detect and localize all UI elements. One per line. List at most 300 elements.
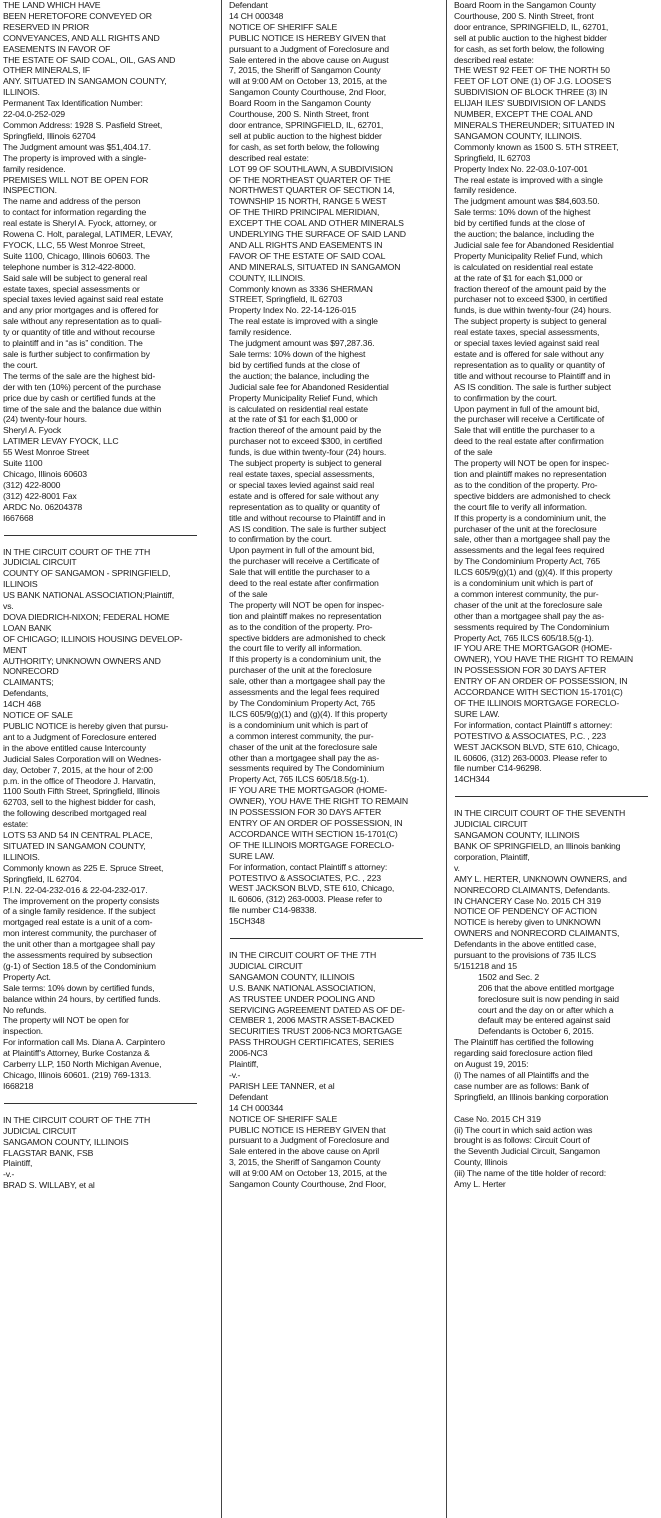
- text-line: PASS THROUGH CERTIFICATES, SERIES: [229, 1037, 394, 1048]
- text-line: EASEMENTS IN FAVOR OF: [3, 43, 111, 54]
- text-line: Sale entered in the above cause on April: [229, 1146, 380, 1157]
- text-line: price due by cash or certified funds at the: [3, 392, 156, 403]
- text-line: If this property is a condominium unit, the: [454, 512, 606, 523]
- text-line: For information call Ms. Diana A. Carpintero: [3, 1037, 165, 1048]
- text-line: 15CH348: [229, 916, 265, 927]
- text-line: -v.-: [3, 1169, 15, 1180]
- blank-line: [454, 1103, 661, 1114]
- text-line: regarding said foreclosure action filed: [454, 1048, 593, 1059]
- text-line: TOWNSHIP 15 NORTH, RANGE 5 WEST: [229, 196, 387, 207]
- text-line: IF YOU ARE THE MORTGAGOR (HOME-: [454, 643, 613, 654]
- text-line: to confirmation by the court.: [229, 534, 332, 545]
- text-line: deed to the real estate after confirmation: [454, 436, 604, 447]
- text-line: ARDC No. 06204378: [3, 501, 83, 512]
- text-line: Springfield, Illinois 62704: [3, 130, 96, 141]
- text-line: IN POSSESSION FOR 30 DAYS AFTER: [454, 665, 607, 676]
- text-line: 1100 South Fifth Street, Springfield, Illinois: [3, 786, 160, 797]
- text-line: a common interest community, the pur-: [454, 588, 599, 599]
- text-line: to contact for information regarding the: [3, 207, 147, 218]
- text-line: AMY L. HERTER, UNKNOWN OWNERS, and: [454, 873, 627, 884]
- text-line: pursuant to a Judgment of Foreclosure and: [229, 43, 389, 54]
- text-line: The Plaintiff has certified the following: [454, 1037, 594, 1048]
- text-line: Defendant: [229, 1091, 268, 1102]
- text-line: sell at public auction to the highest bidder: [454, 32, 607, 43]
- column-1: [3, 0, 210, 1518]
- text-line: or special taxes levied against said real: [454, 338, 599, 349]
- text-line: NORTHWEST QUARTER OF SECTION 14,: [229, 185, 395, 196]
- text-line: If this property is a condominium unit, the: [229, 654, 381, 665]
- text-line: the auction; the balance, including the: [454, 229, 595, 240]
- text-line: Chicago, Illinois 60601. (219) 769-1313.: [3, 1070, 152, 1080]
- text-line: POTESTIVO & ASSOCIATES, P.C. , 223: [229, 872, 381, 883]
- text-line: Sale terms: 10% down of the highest: [229, 349, 366, 359]
- text-line: the court file to verify all information.: [454, 501, 587, 512]
- text-line: tion and plaintiff makes no representation: [229, 610, 382, 621]
- text-line: Judicial Sales Corporation will on Wednes-: [3, 753, 162, 764]
- text-line: purchaser of the unit at the foreclosure: [229, 665, 372, 676]
- text-line: SECURITIES TRUST 2006-NC3 MORTGAGE: [229, 1026, 403, 1037]
- text-line: the court file to verify all information.: [229, 643, 362, 654]
- text-line: chaser of the unit at the foreclosure sale: [454, 599, 603, 610]
- text-line: at the rate of $1 for each $1,000 or: [229, 414, 358, 425]
- text-line: door entrance, SPRINGFIELD, IL, 62701,: [454, 21, 609, 32]
- text-line: corporation, Plaintiff,: [454, 851, 530, 862]
- text-line: Board Room in the Sangamon County: [454, 0, 596, 10]
- text-line: Plaintiff,: [229, 1059, 259, 1070]
- text-line: Defendant: [229, 0, 268, 10]
- text-line: purchaser not to exceed $300, in certified: [229, 436, 383, 447]
- text-line: PARISH LEE TANNER, et al: [229, 1080, 335, 1091]
- text-line: SURE LAW.: [454, 708, 500, 719]
- text-line: OF THE THIRD PRINCIPAL MERIDIAN,: [229, 207, 380, 218]
- text-line: IL 60606, (312) 263-0003. Please refer to: [454, 752, 607, 763]
- text-line: to confirmation by the court.: [454, 392, 557, 403]
- text-line: estate and is offered for sale without any: [229, 490, 379, 501]
- text-line: purchaser not to exceed $300, in certified: [454, 294, 608, 305]
- text-line: Board Room in the Sangamon County: [229, 98, 371, 109]
- text-line: spective bidders are admonished to check: [454, 490, 611, 501]
- text-line: CLAIMANTS;: [3, 677, 54, 688]
- text-line: JUDICIAL CIRCUIT: [3, 557, 77, 568]
- text-line: Property Municipality Relief Fund, which: [229, 392, 378, 403]
- text-line: the following described mortgaged real: [3, 808, 147, 819]
- text-line: as to the condition of the property. Pro-: [229, 621, 373, 632]
- text-line: or special taxes levied against said real: [229, 479, 374, 490]
- text-line: Carberry LLP, 150 North Michigan Avenue,: [3, 1059, 162, 1070]
- text-line: sale, other than a mortgagee shall pay the: [229, 676, 385, 687]
- text-line: SANGAMON COUNTY, ILLINOIS: [454, 830, 580, 841]
- text-line: chaser of the unit at the foreclosure sale: [229, 741, 378, 752]
- text-line: NOTICE OF SHERIFF SALE: [229, 21, 338, 32]
- text-line: The subject property is subject to general: [454, 316, 607, 327]
- text-line: for cash, as set forth below, the following: [454, 43, 605, 54]
- text-line: PUBLIC NOTICE is hereby given that pursu-: [3, 721, 169, 731]
- text-line: Sale entered in the above cause on August: [229, 54, 389, 65]
- text-line: OWNER), YOU HAVE THE RIGHT TO REMAIN: [229, 796, 408, 807]
- text-line: by The Condominium Property Act, 765: [229, 698, 376, 708]
- text-line: a common interest community, the pur-: [229, 730, 374, 741]
- text-line: funds, is due within twenty-four (24) hours.: [454, 305, 612, 316]
- text-line: balance within 24 hours, by certified funds.: [3, 993, 161, 1004]
- text-line: ILLINOIS: [3, 579, 38, 590]
- text-line: family residence.: [229, 327, 292, 338]
- text-line: tion and plaintiff makes no representation: [454, 468, 607, 479]
- text-line: spective bidders are admonished to check: [229, 632, 386, 643]
- text-line: of the sale: [454, 447, 493, 458]
- text-line: mon interest community, the purchaser of: [3, 928, 157, 939]
- text-line: will at 9:00 AM on October 13, 2015, at the: [229, 76, 387, 87]
- text-line: CONVEYANCES, AND ALL RIGHTS AND: [3, 32, 160, 43]
- text-line: (24) twenty-four hours.: [3, 414, 87, 425]
- text-line: estate taxes, special assessments or: [3, 283, 140, 294]
- text-line: BRAD S. WILLABY, et al: [3, 1180, 95, 1191]
- text-line: WEST JACKSON BLVD, STE 610, Chicago,: [229, 883, 395, 894]
- text-line: Judicial sale fee for Abandoned Residential: [229, 381, 389, 392]
- text-line: Said sale will be subject to general real: [3, 272, 148, 283]
- text-line: pursuant to the provisions of 735 ILCS: [454, 950, 597, 961]
- text-line: MENT: [3, 644, 28, 655]
- text-line: (i) The names of all Plaintiffs and the: [454, 1070, 589, 1080]
- text-line: STREET, Springfield, IL 62703: [229, 294, 343, 305]
- text-line: COUNTY, ILLINOIS.: [229, 272, 305, 283]
- text-line: 1502 and Sec. 2: [478, 971, 540, 982]
- text-line: FLAGSTAR BANK, FSB: [3, 1147, 94, 1158]
- text-line: MINERALS THEREUNDER; SITUATED IN: [454, 119, 615, 130]
- text-line: real estate taxes, special assessments,: [454, 327, 600, 338]
- notice-separator: [230, 938, 423, 939]
- text-line: NOTICE is hereby given to UNKNOWN: [454, 917, 601, 928]
- text-line: Property Act.: [3, 971, 51, 982]
- text-line: Defendants,: [3, 688, 49, 699]
- text-line: AS IS condition. The sale is further subject: [229, 523, 386, 534]
- text-line: sessments required by The Condominium: [454, 621, 610, 632]
- column-divider: [446, 0, 447, 1518]
- text-line: BANK OF SPRINGFIELD, an Illinois banking: [454, 840, 621, 851]
- text-line: at Plaintiff’s Attorney, Burke Costanza &: [3, 1048, 150, 1059]
- text-line: der with ten (10%) percent of the purchase: [3, 381, 161, 392]
- text-line: THE WEST 92 FEET OF THE NORTH 50: [454, 65, 610, 76]
- text-line: CEMBER 1, 2006 MASTR ASSET-BACKED: [229, 1015, 394, 1026]
- text-line: UNDERLYING THE SURFACE OF SAID LAND: [229, 229, 406, 240]
- text-line: inspection.: [3, 1026, 43, 1037]
- text-line: ant to a Judgment of Foreclosure entered: [3, 731, 157, 742]
- text-line: 206 that the above entitled mortgage: [478, 982, 615, 993]
- text-line: 14CH344: [454, 774, 490, 785]
- text-line: NUMBER, EXCEPT THE COAL AND: [454, 109, 593, 120]
- text-line: Sangamon County Courthouse, 2nd Floor,: [229, 87, 387, 98]
- text-line: the assessments required by subsection: [3, 950, 153, 961]
- text-line: Chicago, Illinois 60603: [3, 468, 87, 479]
- text-line: 2006-NC3: [229, 1048, 268, 1059]
- text-line: representation as to quality or quantity of: [454, 359, 605, 370]
- text-line: The property will NOT be open for inspec-: [229, 599, 384, 610]
- text-line: Sangamon County Courthouse, 2nd Floor,: [229, 1179, 387, 1190]
- text-line: INSPECTION.: [3, 185, 57, 196]
- text-line: p.m. in the office of Theodore J. Harvatin,: [3, 775, 156, 786]
- text-line: estate:: [3, 819, 29, 830]
- text-line: by The Condominium Property Act, 765: [454, 556, 601, 567]
- text-line: representation as to quality or quantity of: [229, 501, 380, 512]
- text-line: RESERVED IN PRIOR: [3, 21, 90, 32]
- text-line: Plaintiff,: [3, 1158, 33, 1169]
- text-line: family residence.: [3, 163, 66, 174]
- text-line: other than a mortgagee shall pay the as-: [454, 610, 604, 621]
- text-line: of the sale: [229, 588, 268, 599]
- text-line: P.I.N. 22-04-232-016 & 22-04-232-017.: [3, 884, 148, 895]
- text-line: for cash, as set forth below, the following: [229, 141, 380, 152]
- text-line: bid by certified funds at the close of: [454, 218, 585, 229]
- text-line: bid by certified funds at the close of: [229, 359, 360, 370]
- text-line: file number C14-98338.: [229, 905, 317, 916]
- text-line: (312) 422-8000: [3, 479, 61, 490]
- text-line: FYOCK, LLC, 55 West Monroe Street,: [3, 239, 146, 250]
- text-line: AND ALL RIGHTS AND EASEMENTS IN: [229, 239, 383, 250]
- text-line: the unit other than a mortgagee shall pay: [3, 939, 155, 950]
- text-line: ty or quantity of title and without recourse: [3, 327, 155, 338]
- text-line: AND MINERALS, SITUATED IN SANGAMON: [229, 261, 401, 272]
- column-divider: [221, 0, 222, 1518]
- text-line: EXCEPT THE COAL AND OTHER MINERALS: [229, 218, 404, 229]
- text-line: real estate taxes, special assessments,: [229, 468, 375, 479]
- text-line: IN THE CIRCUIT COURT OF THE 7TH: [3, 546, 151, 557]
- text-line: (ii) The court in which said action was: [454, 1124, 593, 1135]
- text-line: NONRECORD: [3, 666, 59, 677]
- text-line: PREMISES WILL NOT BE OPEN FOR: [3, 174, 149, 185]
- text-line: ENTRY OF AN ORDER OF POSSESSION, IN: [454, 676, 628, 687]
- text-line: 14 CH 000348: [229, 10, 284, 21]
- text-line: BEEN HERETOFORE CONVEYED OR: [3, 10, 152, 21]
- text-line: I667668: [3, 512, 34, 523]
- text-line: day, October 7, 2015, at the hour of 2:00: [3, 764, 153, 775]
- text-line: Sale terms: 10% down of the highest: [454, 207, 591, 218]
- text-line: OWNER), YOU HAVE THE RIGHT TO REMAIN: [454, 654, 633, 665]
- text-line: the purchaser will receive a Certificate of: [454, 414, 604, 425]
- text-line: FEET OF LOT ONE (1) OF J.G. LOOSE'S: [454, 76, 612, 87]
- text-line: Property Act, 765 ILCS 605/18.5(g-1).: [229, 774, 369, 785]
- text-line: IF YOU ARE THE MORTGAGOR (HOME-: [229, 785, 388, 796]
- text-line: is a condominium unit which is part of: [229, 719, 368, 730]
- text-line: OF CHICAGO; ILLINOIS HOUSING DEVELOP-: [3, 633, 183, 644]
- text-line: AS TRUSTEE UNDER POOLING AND: [229, 993, 375, 1004]
- text-line: title and without recourse to Plaintiff and in: [454, 370, 611, 381]
- text-line: the purchaser will receive a Certificate of: [229, 556, 379, 567]
- text-line: default may be entered against said: [478, 1015, 611, 1026]
- text-line: funds, is due within twenty-four (24) hours.: [229, 447, 387, 458]
- text-line: LOT 99 OF SOUTHLAWN, A SUBDIVISION: [229, 163, 393, 174]
- text-line: The real estate is improved with a single: [229, 316, 378, 327]
- text-line: as to the condition of the property. Pro-: [454, 479, 598, 490]
- notice-separator: [4, 1103, 197, 1104]
- text-line: OF THE NORTHEAST QUARTER OF THE: [229, 174, 391, 185]
- text-line: SUBDIVISION OF BLOCK THREE (3) IN: [454, 87, 608, 98]
- text-line: THE ESTATE OF SAID COAL, OIL, GAS AND: [3, 54, 176, 65]
- text-line: of a single family residence. If the subject: [3, 906, 156, 917]
- text-line: Property Index No. 22-14-126-015: [229, 305, 357, 316]
- text-line: Suite 1100: [3, 458, 43, 469]
- text-line: Case No. 2015 CH 319: [454, 1113, 541, 1124]
- text-line: ILLINOIS.: [3, 851, 40, 862]
- text-line: IN THE CIRCUIT COURT OF THE SEVENTH: [454, 808, 626, 819]
- text-line: 14CH 468: [3, 699, 41, 710]
- text-line: LOTS 53 AND 54 IN CENTRAL PLACE,: [3, 830, 153, 841]
- text-line: Sheryl A. Fyock: [3, 425, 62, 436]
- text-line: COUNTY OF SANGAMON - SPRINGFIELD,: [3, 568, 171, 579]
- text-line: Permanent Tax Identification Number:: [3, 98, 143, 109]
- text-line: NOTICE OF PENDENCY OF ACTION: [454, 906, 597, 917]
- text-line: 55 West Monroe Street: [3, 447, 90, 458]
- text-line: JUDICIAL CIRCUIT: [3, 1125, 77, 1136]
- text-line: Springfield, IL 62703: [454, 152, 531, 163]
- text-line: Upon payment in full of the amount bid,: [454, 403, 600, 414]
- text-line: JUDICIAL CIRCUIT: [229, 960, 303, 971]
- text-line: JUDICIAL CIRCUIT: [454, 819, 528, 830]
- text-line: is calculated on residential real estate: [454, 261, 593, 272]
- text-line: at the rate of $1 for each $1,000 or: [454, 272, 583, 283]
- column-3: [454, 0, 661, 1518]
- text-line: Upon payment in full of the amount bid,: [229, 545, 375, 556]
- text-line: WEST JACKSON BLVD, STE 610, Chicago,: [454, 741, 620, 752]
- text-line: is a condominium unit which is part of: [454, 578, 593, 589]
- text-line: (g-1) of Section 18.5 of the Condominium: [3, 960, 156, 971]
- text-line: The improvement on the property consists: [3, 895, 160, 906]
- text-line: ELIJAH ILES' SUBDIVISION OF LANDS: [454, 98, 606, 109]
- text-line: -v.-: [229, 1070, 241, 1080]
- text-line: The subject property is subject to general: [229, 458, 382, 469]
- text-line: telephone number is 312-422-8000.: [3, 261, 136, 272]
- text-line: Judicial sale fee for Abandoned Residential: [454, 239, 614, 250]
- text-line: brought is as follows: Circuit Court of: [454, 1135, 590, 1146]
- text-line: NOTICE OF SHERIFF SALE: [229, 1113, 338, 1124]
- text-line: The property is improved with a single-: [3, 152, 147, 163]
- text-line: Suite 1100, Chicago, Illinois 60603. The: [3, 250, 150, 261]
- text-line: door entrance, SPRINGFIELD, IL, 62701,: [229, 119, 384, 130]
- text-line: Defendants in the above entitled case,: [454, 939, 597, 950]
- text-line: 62703, sell to the highest bidder for cash,: [3, 797, 156, 808]
- text-line: on August 19, 2015:: [454, 1059, 529, 1070]
- text-line: and any prior mortgages and is offered for: [3, 305, 159, 316]
- text-line: pursuant to a Judgment of Foreclosure and: [229, 1135, 389, 1146]
- text-line: For information, contact Plaintiff s attorney:: [454, 719, 613, 730]
- text-line: Property Act, 765 ILCS 605/18.5(g-1).: [454, 632, 594, 643]
- text-line: FAVOR OF THE ESTATE OF SAID COAL: [229, 250, 386, 261]
- text-line: Amy L. Herter: [454, 1179, 506, 1190]
- text-line: OWNERS and NONRECORD CLAIMANTS,: [454, 928, 620, 939]
- text-line: mortgaged real estate is a unit of a com-: [3, 917, 153, 928]
- text-line: SURE LAW.: [229, 850, 275, 861]
- text-line: No refunds.: [3, 1004, 47, 1015]
- notice-separator: [455, 796, 648, 797]
- text-line: 3, 2015, the Sheriff of Sangamon County: [229, 1157, 381, 1168]
- text-line: Common Address: 1928 S. Pasfield Street,: [3, 119, 163, 130]
- text-line: Courthouse, 200 S. Ninth Street, front: [229, 109, 369, 120]
- text-line: U.S. BANK NATIONAL ASSOCIATION,: [229, 982, 376, 993]
- text-line: Commonly known as 1500 S. 5TH STREET,: [454, 141, 619, 152]
- text-line: assessments and the legal fees required: [454, 545, 605, 556]
- text-line: OF THE ILLINOIS MORTGAGE FORECLO-: [229, 839, 395, 850]
- text-line: vs.: [3, 601, 14, 612]
- text-line: AUTHORITY; UNKNOWN OWNERS AND: [3, 655, 161, 666]
- text-line: case number are as follows: Bank of: [454, 1080, 589, 1091]
- text-line: sale is further subject to confirmation by: [3, 349, 150, 359]
- text-line: foreclosure suit is now pending in said: [478, 993, 619, 1004]
- text-line: SANGAMON COUNTY, ILLINOIS: [229, 971, 355, 982]
- text-line: Property Index No. 22-03.0-107-001: [454, 163, 588, 174]
- text-line: title and without recourse to Plaintiff and in: [229, 512, 386, 523]
- text-line: PUBLIC NOTICE IS HEREBY GIVEN that: [229, 1124, 386, 1135]
- text-line: Springfield, IL 62704.: [3, 873, 82, 884]
- text-line: US BANK NATIONAL ASSOCIATION;Plaintiff,: [3, 590, 175, 601]
- text-line: 14 CH 000344: [229, 1102, 284, 1113]
- text-line: sessments required by The Condominium: [229, 763, 385, 774]
- text-line: County, Illinois: [454, 1157, 508, 1168]
- text-line: fraction thereof of the amount paid by the: [229, 425, 382, 436]
- text-line: ACCORDANCE WITH SECTION 15-1701(C): [454, 687, 623, 698]
- text-line: IN CHANCERY Case No. 2015 CH 319: [454, 895, 601, 906]
- text-line: Sale that will entitle the purchaser to a: [454, 425, 595, 436]
- text-line: The property will NOT be open for: [3, 1015, 129, 1026]
- text-line: the auction; the balance, including the: [229, 370, 370, 381]
- text-line: Defendants is October 6, 2015.: [478, 1026, 594, 1037]
- notice-separator: [4, 535, 197, 536]
- text-line: Commonly known as 225 E. Spruce Street,: [3, 862, 164, 873]
- text-line: The judgment amount was $97,287.36.: [229, 338, 375, 349]
- text-line: to plaintiff and in “as is” condition. The: [3, 338, 143, 349]
- text-line: v.: [454, 862, 460, 873]
- text-line: ILLINOIS.: [3, 87, 40, 98]
- text-line: OTHER MINERALS, IF: [3, 65, 91, 76]
- text-line: I668218: [3, 1080, 34, 1091]
- text-line: For information, contact Plaintiff s attorney:: [229, 861, 388, 872]
- text-line: NOTICE OF SALE: [3, 710, 73, 721]
- text-line: PUBLIC NOTICE IS HEREBY GIVEN that: [229, 32, 386, 43]
- text-line: special taxes levied against said real estate: [3, 294, 164, 305]
- text-line: OF THE ILLINOIS MORTGAGE FORECLO-: [454, 698, 620, 708]
- text-line: court and the day on or after which a: [478, 1004, 614, 1015]
- text-line: other than a mortgagee shall pay the as-: [229, 752, 379, 763]
- text-line: assessments and the legal fees required: [229, 687, 380, 698]
- text-line: DOVA DIEDRICH-NIXON; FEDERAL HOME: [3, 611, 170, 622]
- text-line: Property Municipality Relief Fund, which: [454, 250, 603, 261]
- text-line: AS IS condition. The sale is further subject: [454, 381, 611, 392]
- column-2: [229, 0, 436, 1518]
- text-line: ENTRY OF AN ORDER OF POSSESSION, IN: [229, 817, 403, 828]
- text-line: 22-04.0-252-029: [3, 109, 65, 120]
- text-line: the Seventh Judicial Circuit, Sangamon: [454, 1146, 600, 1157]
- text-line: ANY. SITUATED IN SANGAMON COUNTY,: [3, 76, 167, 87]
- text-line: is calculated on residential real estate: [229, 403, 368, 414]
- text-line: ILCS 605/9(g)(1) and (g)(4). If this property: [229, 708, 388, 719]
- text-line: POTESTIVO & ASSOCIATES, P.C. , 223: [454, 730, 606, 741]
- text-line: The real estate is improved with a single: [454, 174, 603, 185]
- text-line: the court.: [3, 359, 38, 370]
- text-line: sale, other than a mortgagee shall pay the: [454, 534, 610, 545]
- text-line: Courthouse, 200 S. Ninth Street, front: [454, 10, 594, 21]
- text-line: Springfield, an Illinois banking corporation: [454, 1091, 609, 1102]
- text-line: IL 60606, (312) 263-0003. Please refer to: [229, 894, 382, 905]
- text-line: Sale terms: 10% down by certified funds,: [3, 982, 155, 993]
- text-line: time of the sale and the balance due within: [3, 403, 162, 414]
- text-line: family residence.: [454, 185, 517, 196]
- text-line: in the above entitled cause Intercounty: [3, 742, 146, 753]
- text-line: IN POSSESSION FOR 30 DAYS AFTER: [229, 807, 382, 818]
- text-line: purchaser of the unit at the foreclosure: [454, 523, 597, 534]
- text-line: THE LAND WHICH HAVE: [3, 0, 101, 10]
- text-line: Rowena C. Holt, paralegal, LATIMER, LEVAY,: [3, 229, 173, 240]
- text-line: real estate is Sheryl A. Fyock, attorney, or: [3, 218, 157, 229]
- text-line: sale without any representation as to quali-: [3, 316, 162, 327]
- text-line: sell at public auction to the highest bidder: [229, 130, 382, 141]
- text-line: IN THE CIRCUIT COURT OF THE 7TH: [229, 950, 377, 961]
